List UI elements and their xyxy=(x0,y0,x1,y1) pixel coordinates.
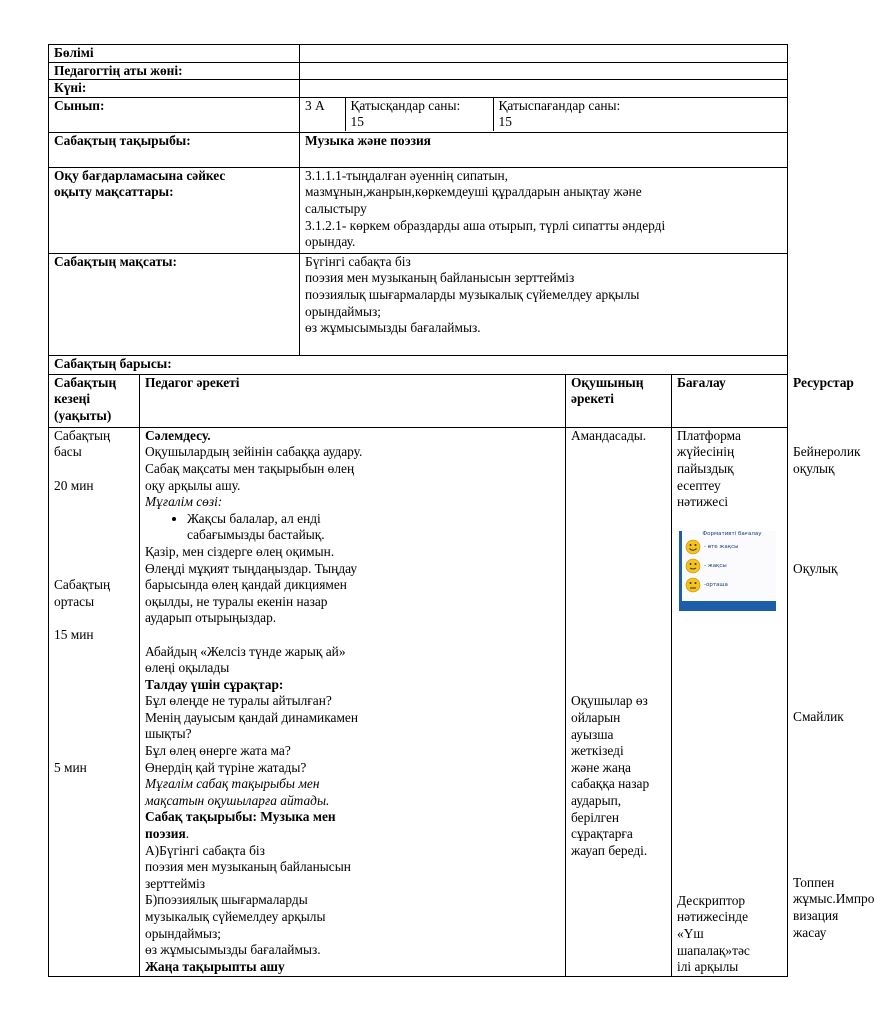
topic-statement-word: поэзия xyxy=(145,826,186,842)
section-value xyxy=(300,45,788,63)
objectives-label-line-1: Оқу бағдарламасына сәйкес xyxy=(54,167,226,183)
student-line: жауап береді. xyxy=(571,842,648,858)
teacher-column-header: Педагог әрекеті xyxy=(140,374,566,427)
stage-header-line: Сабақтың xyxy=(54,374,117,390)
teacher-line: музыкалық сүйемелдеу арқылы xyxy=(145,909,326,924)
teacher-bullet-list xyxy=(145,511,560,544)
student-line: сұрақтарға xyxy=(571,826,633,842)
student-line: берілген xyxy=(571,809,620,825)
teacher-name-value xyxy=(300,62,788,80)
assessment-line: ілі арқылы xyxy=(677,959,739,975)
teacher-speech-label: Мұғалім сөзі: xyxy=(145,494,223,510)
goal-text xyxy=(300,253,788,355)
stage-middle-line-2: ортасы xyxy=(54,593,95,609)
objective-line: орындау. xyxy=(305,234,356,250)
topic-value: Музыка және поэзия xyxy=(300,132,788,167)
objective-line: мазмұнын,жанрын,көркемдеуші құралдарын анықтау және xyxy=(305,184,642,200)
teacher-line: Өлеңді мұқият тыңдаңыздар. Тыңдау xyxy=(145,560,358,576)
objectives-label xyxy=(49,167,300,253)
formative-assessment-badge xyxy=(679,531,776,611)
assessment-line: жүйесінің xyxy=(677,444,735,460)
stage-middle-line-1: Сабақтың xyxy=(54,577,111,593)
stage-middle-time: 15 мин xyxy=(54,626,94,642)
goal-line: орындаймыз; xyxy=(305,303,381,319)
objective-line: 3.1.2.1- көркем образдарды аша отырып, түрлі сипатты әндерді xyxy=(305,217,666,233)
absent-count xyxy=(493,98,787,131)
stage-column-header xyxy=(49,374,140,427)
date-label: Күні: xyxy=(49,80,300,98)
teacher-line: Оқушылардың зейінін сабаққа аудару. xyxy=(145,444,363,460)
teacher-bullet-line: сабағымызды бастайық. xyxy=(187,527,325,543)
absent-value: 15 xyxy=(498,114,512,130)
objective-line: салыстыру xyxy=(305,200,367,216)
teacher-line: Абайдың «Желсіз түнде жарық ай» xyxy=(145,643,346,659)
student-line: және жаңа xyxy=(571,759,631,775)
progress-label: Сабақтың барысы: xyxy=(49,355,788,374)
stage-header-line: кезеңі xyxy=(54,391,91,407)
smiley-good-icon xyxy=(685,558,701,574)
assessment-line: пайыздық xyxy=(677,460,734,476)
teacher-bullet-line: • Жақсы балалар, ал енді xyxy=(187,510,321,526)
objectives-label-line-2: оқыту мақсаттары: xyxy=(54,184,174,200)
teacher-line: өлеңі оқылады xyxy=(145,660,230,676)
teacher-line: өз жұмысымызды бағалаймыз. xyxy=(145,942,321,958)
badge-bar xyxy=(682,601,776,611)
question-line: шықты? xyxy=(145,726,192,742)
goal-line: Бүгінгі сабақта біз xyxy=(305,253,411,269)
student-line: аударып, xyxy=(571,792,622,808)
question-line: Өнердің қай түріне жатады? xyxy=(145,759,307,775)
topic-label: Сабақтың тақырыбы: xyxy=(49,132,300,167)
stage-cell xyxy=(49,427,140,976)
assessment-line: Платформа xyxy=(677,427,741,443)
teacher-line: оқу арқылы ашу. xyxy=(145,477,241,493)
stage-header-line: (уақыты) xyxy=(54,407,112,423)
section-label: Бөлімі xyxy=(49,45,300,63)
teacher-line: барысында өлең қандай дикциямен xyxy=(145,577,347,593)
teacher-note-line: мақсатын оқушыларға айтады. xyxy=(145,792,330,808)
stage-start-line-2: басы xyxy=(54,444,82,460)
class-info xyxy=(300,97,788,132)
teacher-line: Б)поэзиялық шығармаларды xyxy=(145,892,308,908)
teacher-line: поэзия мен музыканың байланысын xyxy=(145,859,351,875)
topic-statement-line: Сабақ тақырыбы: Музыка мен xyxy=(145,809,336,825)
student-header-line: әрекеті xyxy=(571,391,614,407)
student-activity-cell xyxy=(566,427,672,976)
student-header-line: Оқушының xyxy=(571,374,644,390)
assessment-column-header: Бағалау xyxy=(672,374,788,427)
smiley-average-icon xyxy=(685,577,701,593)
assessment-line: нәтижесі xyxy=(677,494,729,510)
absent-label: Қатыспағандар саны: xyxy=(498,97,621,113)
teacher-activity-cell xyxy=(140,427,566,976)
smiley-excellent-icon xyxy=(685,539,701,555)
date-value xyxy=(300,80,788,98)
present-count xyxy=(345,98,493,131)
goal-line: поэзия мен музыканың байланысын зерттейміз xyxy=(305,270,575,286)
badge-row-label: - жақсы xyxy=(704,562,727,569)
teacher-line: Қазір, мен сіздерге өлең оқимын. xyxy=(145,543,335,559)
teacher-bullet-item xyxy=(187,511,560,544)
assessment-line: шапалақ»тәс xyxy=(677,942,750,958)
badge-row xyxy=(682,576,776,595)
teacher-name-label: Педагогтің аты жөні: xyxy=(49,62,300,80)
teacher-line: Сабақ мақсаты мен тақырыбын өлең xyxy=(145,460,355,476)
assessment-cell xyxy=(672,427,788,976)
question-line: Бұл өлең өнерге жата ма? xyxy=(145,743,291,759)
student-greet: Амандасады. xyxy=(571,427,647,443)
question-line: Менің дауысым қандай динамикамен xyxy=(145,709,359,725)
present-value: 15 xyxy=(350,114,364,130)
student-line: Оқушылар өз xyxy=(571,693,648,709)
topic-statement-dot: . xyxy=(185,826,190,842)
teacher-line: аударып отырыңыздар. xyxy=(145,610,277,626)
teacher-line: зерттейміз xyxy=(145,875,206,891)
student-line: жеткізеді xyxy=(571,743,624,759)
assessment-line: «Үш xyxy=(677,925,704,941)
questions-heading: Талдау үшін сұрақтар: xyxy=(145,676,284,692)
objective-line: 3.1.1.1-тыңдалған әуеннің сипатын, xyxy=(305,167,509,183)
stage-start-line-1: Сабақтың xyxy=(54,427,111,443)
badge-title: Формативті бағалау xyxy=(702,530,762,537)
lesson-plan-table: Бөлімі Педагогтің аты жөні: Күні: Сынып: 3 А Қатысқандар саны: 15 Қатыспағандар саны: 15 Сабақтың тақырыбы: Музыка және поэзия Оқу бағдарламасына сәйкес оқыту мақсаттары: 3.1.1.1-тыңдалған әуеннің сипатын, мазмұнын,жанрын,көркемдеуші құралдарын анықтау және салыстыру 3.1.2.1- көркем образдарды аша отырып, түрлі сипатты әндерді орындау. Сабақтың мақсаты: Бүгінгі сабақта біз поэзия мен музыканың байланысын зерттейміз поэзиялық шығармаларды музыкалық сүйемелдеу арқылы орындаймыз; өз жұмысымызды бағалаймыз. Сабақтың барысы: Сабақтың кезеңі (уақыты) Педагог әрекеті Оқушының әрекеті Бағалау Ресурстар Сабақтың басы 20 мин Сабақтың ортасы 15 мин 5 мин Сәлемдесу. Оқушылардың зейінін сабаққа аудару. Сабақ мақсаты мен тақырыбын өлең оқу арқылы ашу. Мұғалім сөзі: • Жақсы балалар, ал енді сабағымызды бастайық. Қазір, мен сіздерге өлең оқимын. Өлеңді мұқият тыңдаңыздар. Тыңдау барысында өлең қандай дикциямен оқылды, не туралы екенін назар аударып отырыңыздар. Абайдың «Желсіз түнде жарық ай» өлеңі оқылады Талдау үшін сұрақтар: Бұл өлеңде не туралы айтылған? Менің дауысым қандай динамикамен шықты? Бұл өлең өнерге жата ма? Өнердің қай түріне жатады? Мұғалім сабақ тақырыбы мен мақсатын оқушыларға айтады. Сабақ тақырыбы: Музыка мен поэзия. А)Бүгінгі сабақта біз поэзия мен музыканың байланысын зерттейміз Б)поэзиялық шығармаларды музыкалық сүйемелдеу арқылы орындаймыз; өз жұмысымызды бағалаймыз. Жаңа тақырыпты ашу Амандасады. Оқушылар өз ойларын ауызша жеткізеді және жаңа сабаққа назар аударып, берілген сұрақтарға жауап береді. Платформа жүйесінің пайыздық есептеу нәтижесі Формативті бағалау - өте жақсы - жақсы -орташа Дескриптор нәтижесінде «Үш шапалақ»тәс ілі арқылы Бейнеролик оқулық Оқулық Смайлик Топпен жұмыс.Импро визация жасау xyxy=(48,44,788,977)
question-line: Бұл өлеңде не туралы айтылған? xyxy=(145,693,332,709)
student-line: сабаққа назар xyxy=(571,776,650,792)
stage-start-time: 20 мин xyxy=(54,477,94,493)
objectives-text xyxy=(300,167,788,253)
new-topic-heading: Жаңа тақырыпты ашу xyxy=(145,958,285,974)
class-value: 3 А xyxy=(305,97,325,113)
student-line: ойларын xyxy=(571,709,621,725)
goal-line: өз жұмысымызды бағалаймыз. xyxy=(305,320,481,336)
teacher-line: орындаймыз; xyxy=(145,925,221,941)
badge-row xyxy=(682,557,776,576)
class-label: Сынып: xyxy=(49,97,300,132)
stage-last-time: 5 мин xyxy=(54,759,87,775)
greeting-heading: Сәлемдесу. xyxy=(145,427,211,443)
present-label: Қатысқандар саны: xyxy=(350,97,461,113)
badge-row-label: - өте жақсы xyxy=(704,543,739,550)
student-line: ауызша xyxy=(571,726,614,742)
topic-statement-line xyxy=(145,826,560,843)
assessment-line: нәтижесінде xyxy=(677,909,749,925)
assessment-line: есептеу xyxy=(677,477,721,493)
badge-row-label: -орташа xyxy=(704,581,728,588)
teacher-line: А)Бүгінгі сабақта біз xyxy=(145,842,265,858)
assessment-line: Дескриптор xyxy=(677,892,746,908)
goal-line: поэзиялық шығармаларды музыкалық сүйемелдеу арқылы xyxy=(305,286,640,302)
badge-row xyxy=(682,538,776,557)
student-column-header xyxy=(566,374,672,427)
goal-label: Сабақтың мақсаты: xyxy=(49,253,300,355)
teacher-note-line: Мұғалім сабақ тақырыбы мен xyxy=(145,776,320,792)
teacher-line: оқылды, не туралы екенін назар xyxy=(145,593,328,609)
